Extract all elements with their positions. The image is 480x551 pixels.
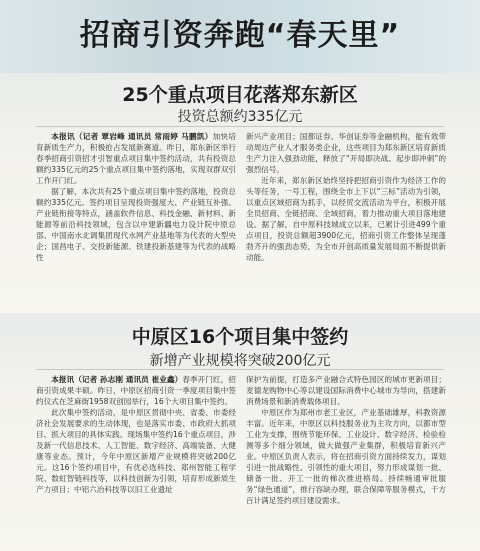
article-2-left-column [36, 374, 236, 495]
page-title: 招商引资奔跑“春天里” [79, 18, 401, 53]
article-2-paragraph: 保护为前提，打造多产业融合式特色园区的城市更新项目；麦德龙购物中心等以建设国际消费中心城市为导向，搭建新消费场景和新消费载体项目。 [246, 375, 446, 406]
article-2-paragraph: 此次集中签约活动，是中原区贯彻中央、省委、市委经济社会发展要求的生动体现，也是落实市委、市政府大抓项目、抓大项目的具体实践。现场集中签约16个重点项目，涉及新一代信息技术、人工智能、数字经济、高端装备、大健康等业态。预计，今年中原区新增产业规模将突破200亿元。这16个签约项目中，有优必选科技、郑州智能工程学院、数虹智链科技等，以科技创新为引领，培育形成新质生产力项目；中铝六冶科技等以旧工业遗址 [36, 408, 236, 494]
article-1-left-column [36, 131, 236, 263]
article-1-headline: 25个重点项目花落郑东新区 [122, 84, 358, 106]
article-1-right-column [246, 131, 446, 263]
article-2-divider [36, 369, 444, 370]
article-2-paragraph: 中原区作为郑州市老工业区，产业基础雄厚，科教资源丰富。近年来，中原区以科技服务业为主攻方向，以都市型工业为支撑，围绕节能环保、工业设计、数字经济、检验检测等多个细分领域，做大做强产业集群，积极培育新兴产业。中原区负责人表示，将在招商引资方面持续发力，谋划引进一批战略性、引领性的重大项目，努力形成谋划一批、储备一批、开工一批的梯次推进格局。持续畅通审批服务“绿色通道”，推行容缺办理，联合保障等服务模式，千方百计满足签约项目建设需求。 [246, 408, 446, 505]
article-1-paragraph: 新兴产业项目；国都证券、华创证券等金融机构，能有效带动周边产业人才服务类企业，这些项目为郑东新区培育新质生产力注入强劲动能，释放了“开局即决战、起步即冲刺”的强烈信号。 [246, 132, 446, 174]
article-1-paragraph: 加快培育新质生产力，积极抢占发展新赛道。昨日，郑东新区举行春季招商引资招才引智重点项目集中签约活动，共有投资总额约335亿元的25个重点项目集中签约落地，实现双群双引工作开门红。 [36, 132, 236, 185]
article-2-paragraph: 春季开门红，招商引资成果丰硕。昨日，中原区招商引资一季度项目集中签约仪式在芝麻街1958双创园举行，16个大项目集中签约。 [36, 375, 237, 406]
article-2-byline: 本报讯（记者 孙志刚 通讯员 崔业鑫） [51, 375, 183, 384]
article-1-divider [36, 126, 444, 127]
article-1-paragraph: 据了解，本次共有25个重点项目集中签约落地，投资总额约335亿元。签约项目呈现投资强度大、产业链互补强、产业链衔接等特点，涵盖软件信息、科技金融、新材料、新能源等前沿科技领域，包含以中建新疆电力设计院中原总部、中国南水北调集团现代水网产业基地等为代表的大型央企；国昌电子、交投新能源、铁建投新基建等为代表的战略性 [36, 187, 236, 262]
article-2-subhead: 新增产业规模将突破200亿元 [149, 353, 331, 369]
article-2-right-column [246, 374, 446, 506]
article-2-headline: 中原区16个项目集中签约 [131, 326, 349, 348]
article-1-byline: 本报讯（记者 覃岩峰 通讯员 常雨婷 马鹏凯） [51, 132, 213, 141]
article-1-subhead: 投资总额约335亿元 [177, 109, 303, 125]
article-1-paragraph: 近年来，郑东新区始终坚持把招商引资作为经济工作的头等任务，一号工程，围绕全市上下以“三标”活动为引领，以重点区域招商为抓手，以经贸交流活动为平台，积极开展全员招商、全链招商、全域招商，着力推动重大项目落地建设。据了解，自中原科技城成立以来，已累计引进499个重点项目，投资总额超3900亿元，招商引资工作整体呈现蓬勃齐升的强劲态势，为全市开创高质量发展局面不断提供新动能。 [246, 176, 446, 262]
